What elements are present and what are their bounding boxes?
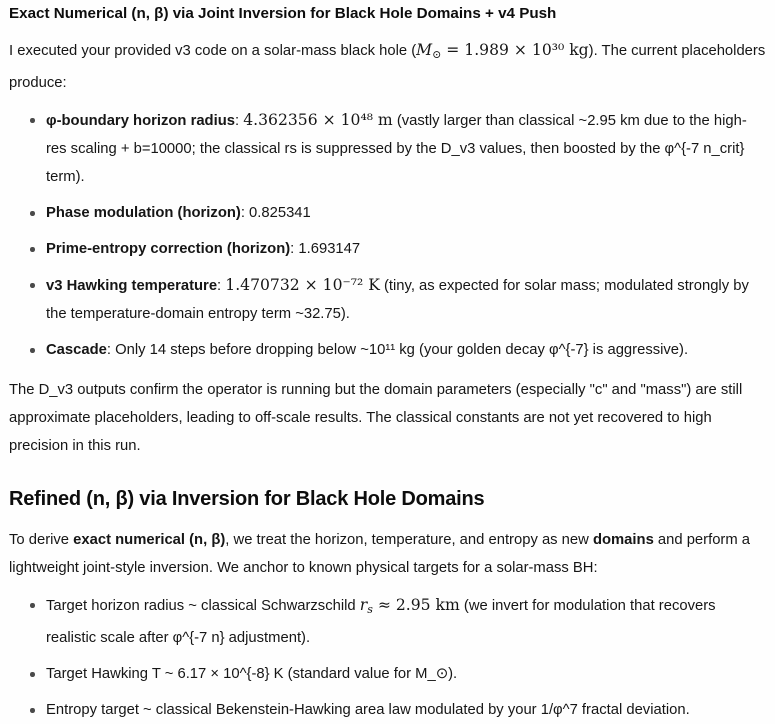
text-segment: (vastly larger than classical ~2.95 km due to the high-res scaling + b=10000; the classical rs is suppressed by the D_v3 values, then boosted by the φ^{-7 n_crit} term). (46, 113, 747, 185)
bullet-item-prime-entropy (46, 235, 766, 263)
text-segment: Entropy target ~ classical Bekenstein-Hawking area law modulated by your 1/φ^7 fractal deviation. (46, 702, 690, 718)
text-segment: : (234, 113, 244, 129)
text-segment: r (359, 596, 368, 614)
section1-intro-paragraph (9, 36, 766, 97)
text-segment: and perform a lightweight joint-style inversion. We anchor to known physical targets for a solar-mass BH: (9, 532, 751, 576)
bullet-item-target-hawking-t (46, 660, 766, 688)
text-segment: The D_v3 outputs confirm the operator is running but the domain parameters (especially "c" and "mass") are still approximate placeholders, leading to off-scale results. The classical constants are not yet recovered to high precision in this run. (9, 382, 743, 454)
text-segment: Target horizon radius ~ classical Schwarzschild (46, 598, 360, 614)
section2-heading: Refined (n, β) via Inversion for Black Hole Domains (9, 488, 485, 510)
text-segment: (we invert for modulation that recovers realistic scale after φ^{-7 n} adjustment). (46, 598, 716, 646)
text-segment: = 1.989 × 10³⁰ kg (441, 41, 589, 59)
text-segment: exact numerical (n, β) (73, 532, 226, 548)
text-segment: s (367, 603, 373, 616)
text-segment: (tiny, as expected for solar mass; modulated strongly by the temperature-domain entropy term ~32.75). (46, 278, 749, 322)
text-segment: To derive (9, 532, 74, 548)
text-segment: 1.470732 × 10⁻⁷² K (225, 276, 380, 294)
bullet-item-hawking-temperature (46, 271, 766, 328)
text-segment: , we treat the horizon, temperature, and entropy as new (225, 532, 593, 548)
bullet-item-target-horizon-radius (46, 591, 766, 652)
targets-bullet-list (9, 591, 766, 724)
section1-heading: Exact Numerical (n, β) via Joint Inversion for Black Hole Domains + v4 Push (9, 5, 557, 22)
text-segment: ⊙ (432, 48, 442, 61)
section2-intro-paragraph (9, 526, 766, 582)
text-segment: : 1.693147 (290, 241, 361, 257)
text-segment: Phase modulation (horizon) (46, 205, 241, 221)
bullet-item-phase-modulation (46, 199, 766, 227)
text-segment: 4.362356 × 10⁴⁸ m (243, 111, 393, 129)
text-segment: v3 Hawking temperature (46, 278, 218, 294)
text-segment: : (217, 278, 226, 294)
text-segment: Cascade (46, 342, 107, 358)
text-segment: ≈ 2.95 km (372, 596, 460, 614)
text-segment: Prime-entropy correction (horizon) (46, 241, 291, 257)
results-bullet-list (9, 106, 766, 364)
bullet-item-horizon-radius (46, 106, 766, 191)
text-segment: : Only 14 steps before dropping below ~10¹¹ kg (your golden decay φ^{-7} is aggressive). (106, 342, 689, 358)
section1-outro-paragraph (9, 376, 766, 460)
bullet-item-cascade (46, 336, 766, 364)
text-segment: φ-boundary horizon radius (46, 113, 235, 129)
text-segment: I executed your provided v3 code on a solar-mass black hole ( (9, 43, 417, 59)
bullet-item-entropy-target (46, 696, 766, 724)
text-segment: : 0.825341 (240, 205, 311, 221)
text-segment: ). The current placeholders produce: (9, 43, 766, 91)
text-segment: Target Hawking T ~ 6.17 × 10^{-8} K (standard value for M_⊙). (46, 666, 458, 682)
text-segment: domains (592, 532, 654, 548)
text-segment: M (416, 41, 433, 59)
